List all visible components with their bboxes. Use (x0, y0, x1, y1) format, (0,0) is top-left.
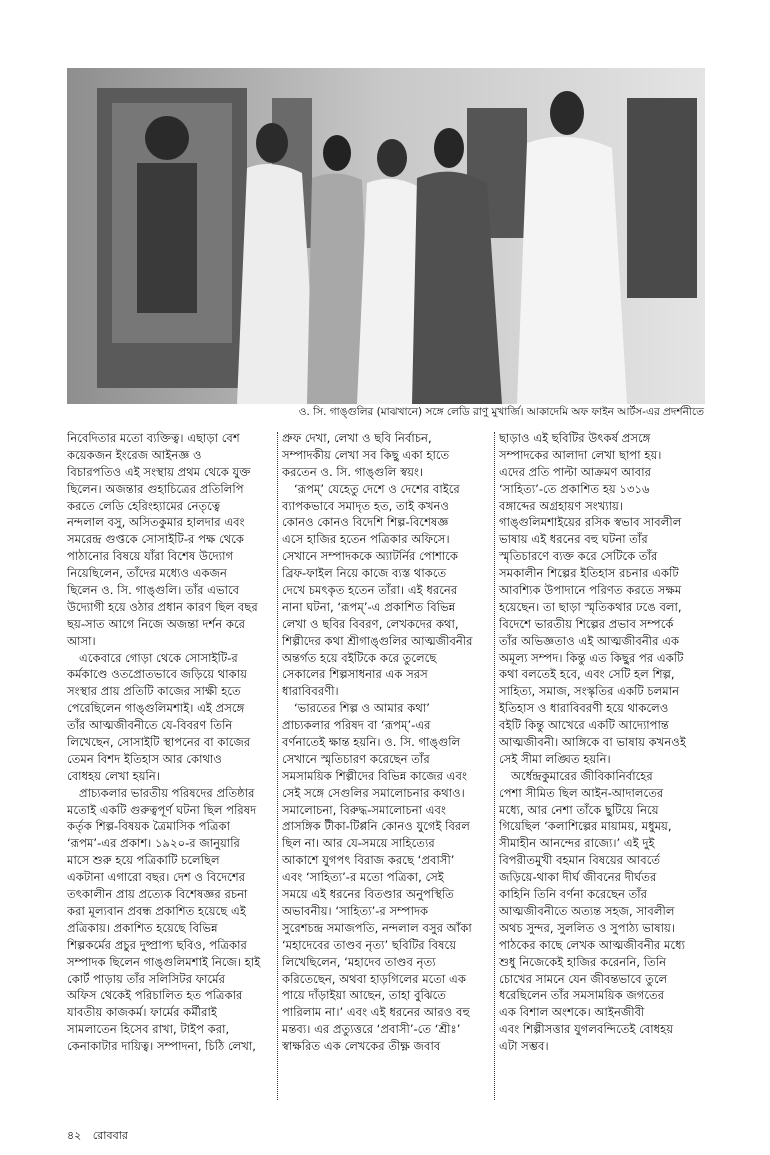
text-line: পায়ে দাঁড়াইয়া আছেন, তাহা বুঝিতে (282, 988, 447, 1003)
text-line: অফিস থেকেই পরিচালিত হত পত্রিকার (67, 988, 243, 1003)
text-line: দেখে চমৎকৃত হতেন তাঁরা। এই ধরনের (282, 583, 458, 598)
text-line: এবং ‘সাহিত্য’-র মতো পত্রিকা, সেই (282, 870, 444, 885)
text-line: স্মৃতিচারণে ব্যক্ত করে সেটিকে তাঁর (499, 549, 658, 564)
text-line: আত্মজীবনী। আঙ্গিকে বা ভাষায় কখনওই (499, 735, 686, 750)
paragraph (67, 785, 274, 1055)
text-line: বিদেশে ভারতীয় শিল্পের প্রভাব সম্পর্কে (499, 616, 674, 631)
text-line: ব্রিফ-ফাইল নিয়ে কাজে ব্যস্ত থাকতে (282, 566, 447, 581)
text-line: ভাষায় এই ধরনের বহু ঘটনা তাঁর (499, 532, 648, 547)
text-line: অভাবনীয়। ‘সাহিত্য’-র সম্পাদক (282, 903, 429, 918)
text-line: লিখেছিলেন, ‘মহাদেব তাণ্ডব নৃত্য (282, 954, 436, 969)
text-line: বোধহয় লেখা হয়নি। (67, 768, 160, 783)
article-column-2 (282, 430, 489, 1055)
text-line: তৎকালীন প্রায় প্রত্যেক বিশেষজ্ঞর রচনা (67, 887, 248, 902)
text-line: এসে হাজির হতেন পত্রিকার অফিসে। (282, 532, 450, 547)
text-line: করা মূল্যবান প্রবন্ধ প্রকাশিত হয়েছে এই (67, 903, 246, 918)
text-line: এদের প্রতি পাল্টা আক্রমণ আবার (499, 464, 651, 479)
paragraph (282, 700, 489, 1055)
paragraph (67, 430, 274, 650)
text-line: কেনাকাটার দায়িত্ব। সম্পাদনা, চিঠি লেখা, (67, 1039, 256, 1054)
text-line: মতোই একটি গুরুত্বপূর্ণ ঘটনা ছিল পরিষদ (67, 802, 257, 817)
text-line: কর্মকাণ্ডে ওতপ্রোতভাবে জড়িয়ে থাকায় (67, 667, 247, 682)
text-line: প্রত্রিকায়। প্রকাশিত হয়েছে বিভিন্ন (67, 920, 218, 935)
page-number: ৪২ (67, 1129, 82, 1142)
text-line: তাঁর অভিজ্ঞতাও এই আত্মজীবনীর এক (499, 633, 680, 648)
text-line: প্রাচ্যকলার পরিষদ বা ‘রূপম্’-এর (282, 718, 431, 733)
text-line: হয়েছেন। তা ছাড়া স্মৃতিকথার ঢঙে বলা, (499, 599, 682, 614)
text-line: নিয়েছিলেন, তাঁদের মধ্যেও একজন (67, 566, 227, 581)
text-line: কাহিনি তিনি বর্ণনা করেছেন তাঁর (499, 887, 648, 902)
text-line: সংস্থার প্রায় প্রতিটি কাজের সাক্ষী হতে (67, 684, 241, 699)
text-line: ‘রূপম্’ যেহেতু দেশে ও দেশের বাইরে (294, 481, 460, 496)
text-line: অমূল্য সম্পদ। কিন্তু এত কিছুর পর একটি (499, 650, 684, 665)
text-line: পারিলাম না।’ এবং এই ধরনের আরও বহু (282, 1005, 470, 1020)
text-line: কোনও কোনও বিদেশি শিল্প-বিশেষজ্ঞ (282, 515, 449, 530)
text-line: সেকালের শিল্পসাধনার এক সরস (282, 667, 428, 682)
text-line: ধারাবিবরণী। (282, 684, 339, 699)
text-line: সমরেন্দ্র গুপ্তকে সোসাইটি-র পক্ষ থেকে (67, 532, 245, 547)
text-line: আবশ্যিক উপাদানে পরিণত করতে সক্ষম (499, 583, 682, 598)
text-line: বর্ণনাতেই ক্ষান্ত হয়নি। ও. সি. গাঙ্গুলি (282, 735, 461, 750)
text-line: তাঁর আত্মজীবনীতে যে-বিবরণ তিনি (67, 718, 233, 733)
text-line: প্রুফ দেখা, লেখা ও ছবি নির্বাচন, (282, 431, 432, 445)
text-line: ছাড়াও এই ছবিটির উৎকর্ষ প্রসঙ্গে (499, 431, 651, 445)
text-line: অর্ধেন্দ্রকুমারের জীবিকানির্বাহের (511, 768, 653, 783)
text-line: আকাশে যুগপৎ বিরাজ করছে ‘প্রবাসী’ (282, 853, 455, 868)
text-line: সেখানে স্মৃতিচারণ করেছেন তাঁর (282, 751, 430, 766)
text-line: একেবারে গোড়া থেকে সোসাইটি-র (79, 650, 238, 665)
paragraph (67, 650, 274, 785)
text-line: সেখানে সম্পাদককে অ্যাটর্নির পোশাকে (282, 549, 459, 564)
text-line: লিখেছেন, সোসাইটি স্থাপনের বা কাজের (67, 735, 251, 750)
article-column-1 (67, 430, 274, 1055)
text-line: কোর্ট পাড়ায় তাঁর সলিসিটর ফার্মের (67, 971, 225, 986)
text-line: অন্তর্গত হয়ে বইটিকে করে তুলেছে (282, 650, 437, 665)
text-line: স্বাক্ষরিত এক লেখকের তীক্ষ্ণ জবাব (282, 1039, 441, 1054)
text-line: একটানা এগারো বছর। দেশ ও বিদেশের (67, 870, 246, 885)
paragraph (282, 481, 489, 701)
text-line: সাহিত্য, সমাজ, সংস্কৃতির একটি চলমান (499, 684, 680, 699)
text-line: ‘ভারতের শিল্প ও আমার কথা’ (294, 701, 430, 716)
text-line: ইতিহাস ও ধারাবিবরণী হয়ে থাকলেও (499, 701, 669, 716)
text-line: সম্পাদকীয় লেখা সব কিছু একা হাতে (282, 447, 450, 462)
text-line: মন্তব্য। এর প্রত্যুত্তরে ‘প্রবাসী’-তে ‘শ্রীঃ’ (282, 1022, 461, 1037)
text-line: বইটি কিন্তু আখেরে একটি আদ্যোপান্ত (499, 718, 669, 733)
text-line: অথচ সুন্দর, সুললিত ও সুপাঠ্য ভাষায়। (499, 920, 675, 935)
text-line: প্রাচ্যকলার ভারতীয় পরিষদের প্রতিষ্ঠার (79, 785, 255, 800)
text-line: নন্দলাল বসু, অসিতকুমার হালদার এবং (67, 515, 245, 530)
text-line: করতেন ও. সি. গাঙ্গুলি স্বয়ং। (282, 464, 424, 479)
text-line: ধরেছিলেন তাঁর সমসাময়িক জগতের (499, 988, 665, 1003)
text-line: লেখা ও ছবির বিবরণ, লেখকদের কথা, (282, 616, 459, 631)
text-line: ‘রূপম’-এর প্রকাশ। ১৯২০-র জানুয়ারি (67, 836, 240, 851)
column-divider (494, 432, 495, 1100)
text-line: করিতেছেন, অথবা হাড়গিলের মতো এক (282, 971, 466, 986)
text-line: বঙ্গাব্দের অগ্রহায়ণ সংখ্যায়। (499, 498, 624, 513)
text-line: নানা ঘটনা, ‘রূপম্’-এ প্রকাশিত বিভিন্ন (282, 599, 456, 614)
exhibition-photo (67, 68, 705, 404)
paragraph (282, 430, 489, 481)
text-line: কর্তৃক শিল্প-বিষয়ক ত্রৈমাসিক পত্রিকা (67, 819, 230, 834)
text-line: ব্যাপকভাবে সমাদৃত হত, তাই কখনও (282, 498, 450, 513)
text-line: ‘মহাদেবের তাণ্ডব নৃত্য’ ছবিটির বিষয়ে (282, 937, 457, 952)
text-line: জড়িয়ে-থাকা দীর্ঘ জীবনের দীর্ঘতর (499, 870, 657, 885)
text-line: বিচারপতিও এই সংস্থায় প্রথম থেকে যুক্ত (67, 464, 251, 479)
text-line: সেই সীমা লঙ্ঘিত হয়নি। (499, 751, 611, 766)
text-line: গিয়েছিল ‘কলাশিল্পের মায়াময়, মধুময়, (499, 819, 672, 834)
text-line: পেশা সীমিত ছিল আইন-আদালতের (499, 785, 664, 800)
text-line: পেরেছিলেন গাঙ্গুলিমশাই। এই প্রসঙ্গে (67, 701, 245, 716)
text-line: সেই সঙ্গে সেগুলির সমালোচনার কথাও। (282, 785, 465, 800)
text-line: সম্পাদক ছিলেন গাঙ্গুলিমশাই নিজে। হাই (67, 954, 261, 969)
text-line: এক বিশাল অংশকে। আইনজীবী (499, 1005, 645, 1020)
text-line: মাসে শুরু হয়ে পত্রিকাটি চলেছিল (67, 853, 220, 868)
text-line: ছিল না। আর যে-সময়ে সাহিত্যের (282, 836, 435, 851)
text-line: সম্পাদকের আলাদা লেখা ছাপা হয়। (499, 447, 662, 462)
text-line: আসা। (67, 633, 96, 648)
text-line: তেমন বিশদ ইতিহাস আর কোথাও (67, 751, 222, 766)
text-line: পাঠানোর বিষয়ে যাঁরা বিশেষ উদ্যোগ (67, 549, 234, 564)
text-line: ছয়-সাত আগে নিজে অজন্তা দর্শন করে (67, 616, 246, 631)
article-column-3 (499, 430, 706, 1055)
paragraph (499, 430, 706, 768)
paragraph (499, 768, 706, 1055)
text-line: সমকালীন শিল্পের ইতিহাস রচনার একটি (499, 566, 679, 581)
text-line: ছিলেন ও. সি. গাঙ্গুলি। তাঁর এভাবে (67, 583, 240, 598)
text-line: সময়ে এই ধরনের বিতণ্ডার অনুপস্থিতি (282, 887, 454, 902)
text-line: শুধু নিজেকেই হাজির করেননি, তিনি (499, 954, 667, 969)
text-line: শিল্পকর্মের প্রচুর দুষ্প্রাপ্য ছবিও, পত্রিকার (67, 937, 247, 952)
text-line: এটা সম্ভব। (499, 1039, 549, 1054)
text-line: সমসাময়িক শিল্পীদের বিভিন্ন কাজের এবং (282, 768, 467, 783)
text-line: সমালোচনা, বিরুদ্ধ-সমালোচনা এবং (282, 802, 446, 817)
magazine-name: রোববার (92, 1129, 128, 1142)
text-line: বিপরীতমুখী বহমান বিষয়ের আবর্তে (499, 853, 661, 868)
text-line: মধ্যে, আর নেশা তাঁকে ছুটিয়ে নিয়ে (499, 802, 659, 817)
text-line: পাঠকের কাছে লেখক আত্মজীবনীর মধ্যে (499, 937, 685, 952)
text-line: কয়েকজন ইংরেজ আইনজ্ঞ ও (67, 447, 202, 462)
page-footer (67, 1127, 136, 1146)
text-line: কথা বলতেই হবে, এবং সেটি হল শিল্প, (499, 667, 675, 682)
text-line: সীমাহীন আনন্দের রাজ্যে।’ এই দুই (499, 836, 655, 851)
photo-scene (67, 68, 705, 404)
text-line: সুরেশচন্দ্র সমাজপতি, নন্দলাল বসুর আঁকা (282, 920, 472, 935)
text-line: আত্মজীবনীতে অত্যন্ত সহজ, সাবলীল (499, 903, 675, 918)
text-line: ‘সাহিত্য’-তে প্রকাশিত হয় ১৩১৬ (499, 481, 650, 496)
text-line: সামলাতেন হিসেব রাখা, টাইপ করা, (67, 1022, 230, 1037)
text-line: শিল্পীদের কথা শ্রীগাঙ্গুলির আত্মজীবনীর (282, 633, 473, 648)
text-line: যাবতীয় কাজকর্ম। ফার্মের কর্মীরাই (67, 1005, 217, 1020)
text-line: চোখের সামনে যেন জীবন্তভাবে তুলে (499, 971, 668, 986)
column-divider (277, 432, 278, 1100)
text-line: ছিলেন। অজন্তার গুহাচিত্রের প্রতিলিপি (67, 481, 244, 496)
photo-caption: ও. সি. গাঙ্গুলির (মাঝখানে) সঙ্গে লেডি রাণু মুখার্জি। আকাদেমি অফ ফাইন আর্টস-এর প্রদর্শনীতে (298, 406, 704, 418)
text-line: করতে লেডি হেরিংহ্যামের নেতৃত্বে (67, 498, 221, 513)
text-line: উদ্যোগী হয়ে ওঠার প্রধান কারণ ছিল বছর (67, 599, 258, 614)
text-line: নিবেদিতার মতো ব্যক্তিত্ব। এছাড়া বেশ (67, 431, 240, 445)
text-line: প্রাসঙ্গিক টীকা-টিপ্পনি কোনও যুগেই বিরল (282, 819, 470, 834)
text-line: গাঙ্গুলিমশাইয়ের রসিক স্বভাব সাবলীল (499, 515, 682, 530)
text-line: এবং শিল্পীসত্তার যুগলবন্দিতেই বোধহয় (499, 1022, 674, 1037)
